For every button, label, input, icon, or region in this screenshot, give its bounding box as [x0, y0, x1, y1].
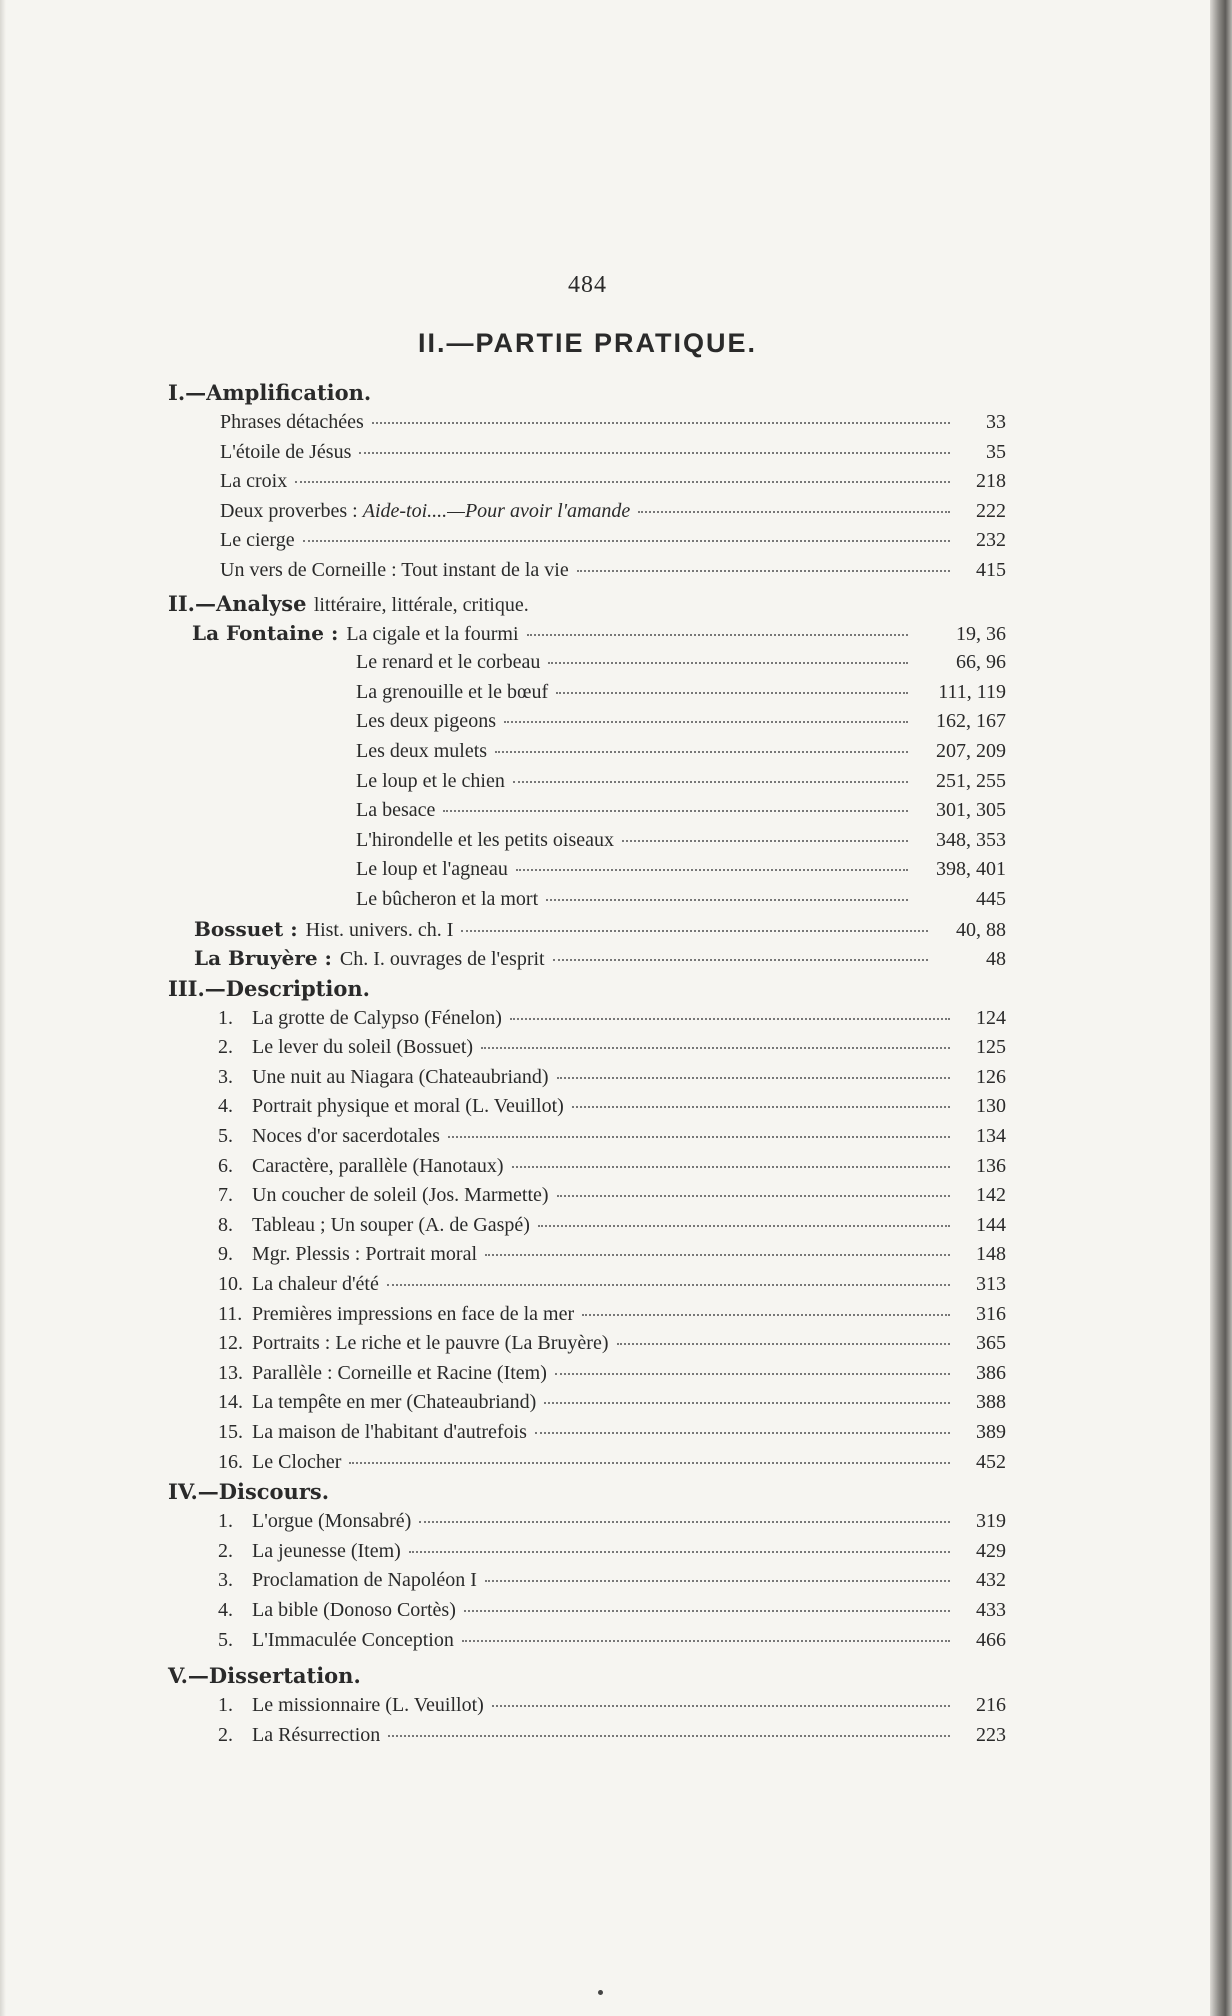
entry-title-text: Noces d'or sacerdotales	[252, 1125, 440, 1148]
amplification-list	[168, 408, 1006, 586]
entry-page: 134	[976, 1125, 1006, 1148]
entry-title-text: La Résurrection	[252, 1723, 381, 1746]
toc-entry	[218, 1092, 1006, 1122]
entry-title-text: Phrases détachées	[220, 411, 364, 433]
entry-page: 162, 167	[936, 710, 1006, 733]
entry-page: 130	[976, 1095, 1006, 1118]
toc-entry	[192, 826, 1006, 856]
entry-title: Le bûcheron et la mort	[356, 887, 539, 910]
entry-title	[252, 1122, 440, 1152]
entry-page: 125	[976, 1036, 1006, 1059]
leader-dots	[504, 721, 908, 723]
entry-title-text: Tableau ; Un souper (A. de Gaspé)	[252, 1213, 530, 1236]
entry-title	[252, 1537, 401, 1567]
toc-entry	[218, 1300, 1006, 1330]
section-heading-discours: IV.—Discours.	[168, 1479, 330, 1505]
toc-entry	[218, 1033, 1006, 1063]
entry-title	[252, 1388, 536, 1418]
leader-dots	[461, 930, 928, 932]
toc-entry	[220, 526, 1006, 556]
entry-page: 445	[976, 887, 1006, 910]
leader-dots	[548, 662, 908, 664]
toc-entry	[218, 1596, 1006, 1626]
leader-dots	[387, 1284, 950, 1286]
section-heading-description: III.—Description.	[168, 975, 370, 1001]
leader-dots	[485, 1254, 950, 1256]
entry-number: 11.	[218, 1302, 243, 1325]
toc-entry	[192, 767, 1006, 797]
entry-page: 316	[976, 1302, 1006, 1325]
toc-entry	[218, 1691, 1006, 1721]
toc-entry	[218, 1507, 1006, 1537]
section-heading-analyse-sub: littéraire, littérale, critique.	[313, 593, 529, 616]
entry-page: 33	[986, 411, 1006, 433]
part-title: II.—PARTIE PRATIQUE.	[417, 328, 758, 358]
entry-number: 2.	[218, 1036, 233, 1059]
entry-page: 301, 305	[936, 799, 1006, 822]
leader-dots	[448, 1136, 950, 1138]
toc-entry	[218, 1152, 1006, 1182]
entry-title: La besace	[356, 799, 436, 822]
description-list	[168, 1004, 1006, 1478]
entry-title-text: Une nuit au Niagara (Chateaubriand)	[252, 1065, 549, 1088]
entry-title	[252, 1507, 411, 1537]
leader-dots	[409, 1551, 950, 1553]
toc-entry	[218, 1181, 1006, 1211]
entry-title	[252, 1448, 341, 1478]
entry-page: 466	[976, 1628, 1006, 1651]
entry-page: 136	[976, 1154, 1006, 1177]
entry-title-text: Proclamation de Napoléon I	[252, 1569, 477, 1592]
entry-page: 319	[976, 1510, 1006, 1533]
leader-dots	[388, 1735, 950, 1737]
entry-title-text: L'orgue (Monsabré)	[252, 1510, 412, 1533]
leader-dots	[359, 452, 950, 454]
toc-entry	[218, 1329, 1006, 1359]
entry-page: 433	[976, 1598, 1006, 1621]
lafontaine-list	[168, 619, 1006, 915]
entry-title	[220, 497, 630, 527]
entry-number: 3.	[218, 1569, 233, 1592]
entry-page: 148	[976, 1243, 1006, 1266]
leader-dots	[557, 1077, 950, 1079]
entry-title	[220, 556, 569, 586]
entry-title: Le loup et le chien	[356, 769, 505, 792]
entry-page: 223	[976, 1723, 1006, 1746]
entry-page: 66, 96	[956, 651, 1006, 674]
entry-number: 6.	[218, 1154, 233, 1177]
bossuet-page: 40, 88	[956, 918, 1006, 941]
bossuet-title: Hist. univers. ch. I	[305, 918, 454, 941]
entry-title	[252, 1626, 454, 1656]
entry-number: 9.	[218, 1243, 233, 1266]
leader-dots	[555, 1373, 950, 1375]
entry-title: Les deux mulets	[356, 739, 488, 762]
entry-title-text: Le lever du soleil (Bossuet)	[252, 1036, 474, 1059]
toc-entry	[218, 1240, 1006, 1270]
entry-title	[252, 1300, 574, 1330]
entry-title	[252, 1063, 549, 1093]
entry-page: 124	[976, 1006, 1006, 1029]
entry-title	[252, 1566, 477, 1596]
print-mark	[598, 1990, 603, 1995]
author-labruyere: La Bruyère :	[194, 946, 332, 971]
bossuet-row	[168, 915, 1006, 945]
entry-page: 111, 119	[938, 680, 1006, 703]
entry-title	[252, 1721, 380, 1751]
toc-entry	[192, 619, 1006, 649]
leader-dots	[303, 540, 950, 542]
toc-entry	[220, 408, 1006, 438]
entry-number: 13.	[218, 1361, 243, 1384]
entry-page: 35	[986, 440, 1006, 463]
entry-title	[252, 1359, 547, 1389]
toc-entry	[220, 556, 1006, 586]
entry-title-text: La bible (Donoso Cortès)	[252, 1598, 456, 1621]
labruyere-page: 48	[986, 948, 1006, 971]
toc-entry	[218, 1004, 1006, 1034]
toc-entry	[218, 1063, 1006, 1093]
entry-title-text: Le missionnaire (L. Veuillot)	[252, 1694, 484, 1717]
entry-title-text: Mgr. Plessis : Portrait moral	[252, 1243, 477, 1266]
entry-number: 12.	[218, 1332, 243, 1355]
entry-number: 7.	[218, 1184, 233, 1207]
leader-dots	[516, 869, 908, 871]
entry-title: Le loup et l'agneau	[356, 858, 508, 881]
entry-page: 142	[976, 1184, 1006, 1207]
leader-dots	[557, 1195, 950, 1197]
entry-title	[252, 1092, 564, 1122]
author-bossuet: Bossuet :	[194, 916, 298, 941]
entry-page: 144	[976, 1213, 1006, 1236]
entry-page: 216	[976, 1694, 1006, 1717]
page-right-edge	[1210, 0, 1232, 2016]
leader-dots	[495, 751, 908, 753]
section-heading-analyse	[168, 589, 1006, 619]
entry-title-text: La jeunesse (Item)	[252, 1539, 401, 1562]
entry-title	[252, 1240, 477, 1270]
entry-title-text: La tempête en mer (Chateaubriand)	[252, 1391, 537, 1414]
entry-number: 1.	[218, 1694, 233, 1717]
entry-title-text: Le Clocher	[252, 1450, 342, 1473]
toc-entry	[218, 1721, 1006, 1751]
entry-title	[220, 408, 364, 438]
entry-title: L'hirondelle et les petits oiseaux	[356, 828, 614, 851]
entry-title: Le renard et le corbeau	[356, 651, 541, 674]
entry-title-text: Portraits : Le riche et le pauvre (La Bruyère)	[252, 1332, 609, 1355]
leader-dots	[481, 1047, 950, 1049]
leader-dots	[372, 422, 950, 424]
entry-title-text: Caractère, parallèle (Hanotaux)	[252, 1154, 504, 1177]
entry-title	[252, 1270, 379, 1300]
entry-number: 14.	[218, 1391, 243, 1414]
toc-entry	[218, 1122, 1006, 1152]
entry-title-text: Le cierge	[220, 529, 295, 552]
entry-number: 5.	[218, 1628, 233, 1651]
toc-entry	[192, 737, 1006, 767]
entry-title-text: La chaleur d'été	[252, 1273, 379, 1296]
toc-entry	[218, 1566, 1006, 1596]
leader-dots	[622, 840, 908, 842]
section-heading-analyse-title: II.—Analyse	[168, 590, 307, 616]
leader-dots	[617, 1343, 950, 1345]
entry-page: 388	[976, 1391, 1006, 1414]
leader-dots	[538, 1225, 950, 1227]
author-lafontaine: La Fontaine :	[192, 620, 339, 645]
entry-title	[252, 1211, 530, 1241]
entry-title-text: Deux proverbes :	[220, 499, 358, 522]
toc-entry	[192, 707, 1006, 737]
toc-entry	[220, 497, 1006, 527]
entry-page: 251, 255	[936, 769, 1006, 792]
leader-dots	[492, 1705, 950, 1707]
entry-number: 2.	[218, 1723, 233, 1746]
table-of-contents	[168, 378, 1006, 1750]
entry-page: 313	[976, 1273, 1006, 1296]
toc-entry	[192, 648, 1006, 678]
entry-number: 16.	[218, 1450, 243, 1473]
entry-title	[220, 438, 351, 468]
entry-title	[252, 1181, 549, 1211]
labruyere-row	[168, 944, 1006, 974]
leader-dots	[443, 810, 908, 812]
leader-dots	[546, 899, 908, 901]
toc-entry	[218, 1359, 1006, 1389]
entry-title-text: L'étoile de Jésus	[220, 440, 352, 463]
leader-dots	[464, 1610, 950, 1612]
leader-dots	[556, 692, 908, 694]
entry-title-text: La croix	[220, 470, 288, 493]
entry-title: La cigale et la fourmi	[346, 622, 519, 645]
entry-title: La grenouille et le bœuf	[356, 680, 549, 703]
entry-number: 8.	[218, 1213, 233, 1236]
entry-number: 3.	[218, 1065, 233, 1088]
toc-entry	[192, 796, 1006, 826]
entry-number: 5.	[218, 1125, 233, 1148]
entry-title	[252, 1152, 504, 1182]
entry-title	[252, 1691, 484, 1721]
toc-entry	[192, 678, 1006, 708]
entry-page: 398, 401	[936, 858, 1006, 881]
entry-title	[252, 1596, 456, 1626]
toc-entry	[220, 438, 1006, 468]
toc-entry	[218, 1418, 1006, 1448]
leader-dots	[513, 781, 908, 783]
toc-entry	[192, 855, 1006, 885]
toc-entry	[218, 1537, 1006, 1567]
entry-title	[220, 467, 287, 497]
toc-entry	[218, 1626, 1006, 1656]
entry-title-text: L'Immaculée Conception	[252, 1628, 454, 1651]
entry-title: Les deux pigeons	[356, 710, 496, 733]
entry-title	[252, 1329, 609, 1359]
labruyere-title: Ch. I. ouvrages de l'esprit	[339, 948, 545, 971]
leader-dots	[535, 1432, 950, 1434]
leader-dots	[577, 570, 950, 572]
leader-dots	[527, 634, 908, 636]
page-left-edge	[0, 0, 6, 2016]
entry-number: 10.	[218, 1273, 243, 1296]
toc-entry	[192, 885, 1006, 915]
leader-dots	[553, 959, 928, 961]
entry-title-text: Premières impressions en face de la mer	[252, 1302, 575, 1325]
entry-page: 389	[976, 1421, 1006, 1443]
entry-page: 348, 353	[936, 828, 1006, 851]
page-number: 484	[568, 272, 607, 298]
entry-title	[252, 1033, 473, 1063]
toc-entry	[218, 1388, 1006, 1418]
entry-page: 207, 209	[936, 739, 1006, 762]
toc-entry	[220, 467, 1006, 497]
entry-title-text: Parallèle : Corneille et Racine (Item)	[252, 1361, 547, 1384]
discours-list	[168, 1507, 1006, 1655]
dissertation-list	[168, 1691, 1006, 1750]
entry-title	[252, 1004, 502, 1034]
entry-page: 432	[976, 1569, 1006, 1592]
entry-page: 429	[976, 1539, 1006, 1562]
entry-page: 452	[976, 1450, 1006, 1473]
entry-title	[220, 526, 295, 556]
leader-dots	[485, 1580, 950, 1582]
entry-title	[252, 1418, 527, 1448]
entry-page: 126	[976, 1065, 1006, 1088]
entry-number: 1.	[218, 1006, 233, 1029]
leader-dots	[638, 511, 950, 513]
entry-title-text: Un coucher de soleil (Jos. Marmette)	[252, 1184, 549, 1207]
leader-dots	[512, 1166, 950, 1168]
entry-number: 2.	[218, 1539, 233, 1562]
entry-title-italic: Aide-toi....—Pour avoir l'amande	[362, 499, 631, 522]
entry-page: 365	[976, 1332, 1006, 1355]
leader-dots	[349, 1462, 950, 1464]
entry-number: 15.	[218, 1421, 243, 1443]
entry-title-text: La maison de l'habitant d'autrefois	[252, 1421, 527, 1443]
entry-page: 415	[976, 558, 1006, 581]
toc-entry	[218, 1448, 1006, 1478]
toc-entry	[218, 1270, 1006, 1300]
entry-number: 4.	[218, 1095, 233, 1118]
section-heading-dissertation: V.—Dissertation.	[168, 1663, 361, 1689]
leader-dots	[582, 1314, 950, 1316]
leader-dots	[295, 481, 950, 483]
leader-dots	[419, 1521, 950, 1523]
entry-page: 386	[976, 1361, 1006, 1384]
entry-number: 1.	[218, 1510, 233, 1533]
entry-page: 218	[976, 470, 1006, 493]
entry-page: 232	[976, 529, 1006, 552]
leader-dots	[510, 1018, 950, 1020]
leader-dots	[544, 1402, 950, 1404]
leader-dots	[572, 1106, 950, 1108]
entry-title-text: Portrait physique et moral (L. Veuillot)	[252, 1095, 564, 1118]
toc-entry	[218, 1211, 1006, 1241]
leader-dots	[462, 1640, 950, 1642]
entry-title-text: La grotte de Calypso (Fénelon)	[252, 1006, 502, 1029]
entry-number: 4.	[218, 1598, 233, 1621]
entry-page: 222	[976, 499, 1006, 522]
entry-title-text: Un vers de Corneille : Tout instant de la vie	[220, 558, 569, 581]
entry-page: 19, 36	[956, 622, 1006, 645]
section-heading-amplification: I.—Amplification.	[168, 380, 372, 405]
